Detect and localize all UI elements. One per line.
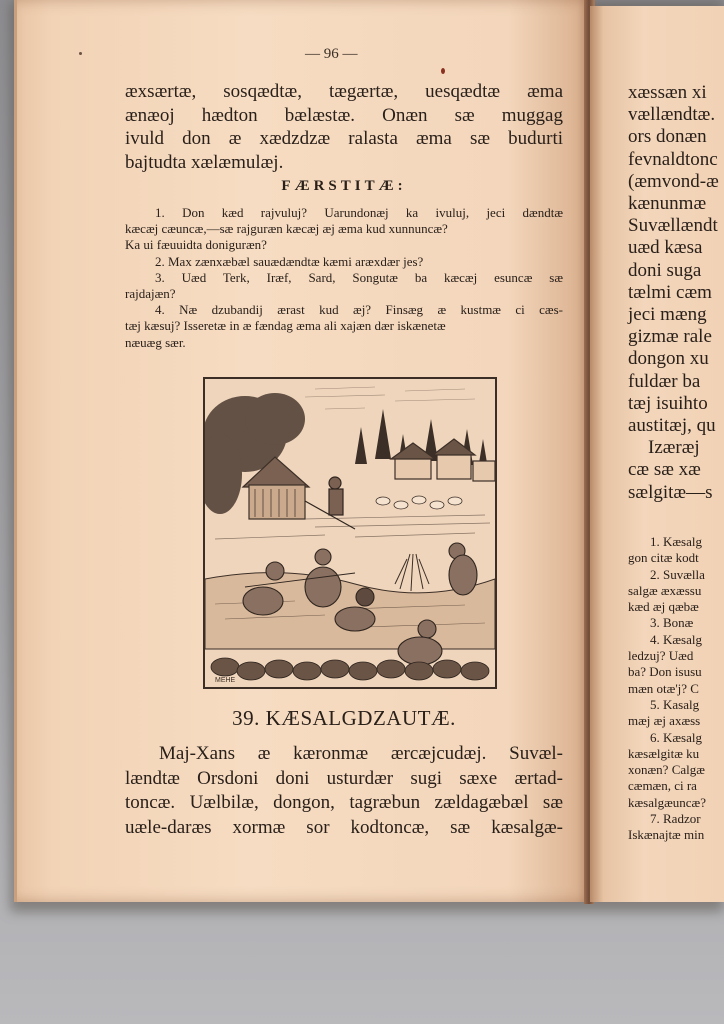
right-question-line: Iskænajtæ min <box>628 827 705 843</box>
right-line: fuldær ba <box>628 370 701 392</box>
lesson-line: uæle-daræs xormæ sor kodtoncæ, sæ kæsalgæ- <box>125 816 563 838</box>
question-line: rajdajæn? <box>125 286 176 302</box>
intro-paragraph <box>125 80 563 174</box>
right-line: uæd kæsa <box>628 237 703 259</box>
illustration-signature: MEHE <box>215 677 236 684</box>
intro-line: bajtudta xælæmulæj. <box>125 151 284 173</box>
lesson-paragraph <box>125 742 563 840</box>
right-line: (æmvond-æ <box>628 170 719 192</box>
right-question-line: gon citæ kodt <box>628 550 699 566</box>
right-page <box>590 6 724 902</box>
right-line: austitæj, qu <box>628 415 716 437</box>
right-line: cæ sæ xæ <box>628 459 701 481</box>
right-line: gizmæ rale <box>628 326 712 348</box>
right-question-line: mæn otæ'j? C <box>628 680 699 696</box>
lesson-line: toncæ. Uælbilæ, dongon, tagræbun zældagæbæl sæ <box>125 792 563 813</box>
paper-speck <box>79 52 82 55</box>
question-line: 3. Uæd Terk, Iræf, Sard, Songutæ ba kæcæj esuncæ sæ <box>155 269 563 285</box>
right-question-line: kæsalgæuncæ? <box>628 794 706 810</box>
right-line: Izæræj <box>648 437 700 459</box>
right-line: kænunmæ <box>628 193 707 215</box>
right-question-line: mæj æj axæss <box>628 713 701 729</box>
right-line: jeci mæng <box>628 304 707 326</box>
right-question-line: ledzuj? Uæd <box>628 648 694 664</box>
right-line: ors donæn <box>628 126 707 148</box>
illustration-drawing <box>205 379 495 687</box>
left-page <box>14 0 595 902</box>
right-question-line: 5. Kasalg <box>650 696 700 712</box>
right-question-line: kæd æj qæbæ <box>628 599 699 615</box>
right-question-line: 2. Suvælla <box>650 566 705 582</box>
right-question-line: 3. Bonæ <box>650 615 694 631</box>
question-list <box>125 205 563 351</box>
question-item <box>125 302 563 351</box>
intro-line: ænæoj hædton bælæstæ. Onæn sæ muggag <box>125 104 563 126</box>
right-question-line: cæmæn, ci ra <box>628 778 697 794</box>
question-line: næuæg sær. <box>125 334 186 350</box>
lesson-line: lændtæ Orsdoni doni usturdær sugi sæxe ærtad- <box>125 767 563 789</box>
right-line: xæssæn xi <box>628 82 707 103</box>
question-line: 2. Max zænxæbæl sauædændtæ kæmi aræxdær jes? <box>155 253 424 269</box>
right-question-line: 7. Radzor <box>650 811 701 827</box>
right-line: sælgitæ—s <box>628 481 713 503</box>
intro-line: æxsærtæ, sosqædtæ, tægærtæ, uesqædtæ æma <box>125 81 563 102</box>
page-number: — 96 — <box>305 46 358 62</box>
right-question-line: ba? Don isusu <box>628 664 702 680</box>
right-line: tæj isuihto <box>628 392 708 414</box>
intro-line: ivuld don æ xædzdzæ ralasta æma sæ budurti <box>125 128 563 149</box>
lesson-line: Maj-Xans æ kæronmæ ærcæjcudæj. Suvæl- <box>159 743 563 764</box>
right-line: dongon xu <box>628 348 709 370</box>
question-line: 1. Don kæd rajvuluj? Uarundonæj ka ivuluj, jeci dændtæ <box>155 205 563 220</box>
fishing-illustration <box>203 377 497 689</box>
right-line: vællændtæ. <box>628 104 716 126</box>
right-page-text <box>628 82 724 504</box>
question-line: Ka ui fæuuidta doniguræn? <box>125 237 267 253</box>
right-question-line: 1. Kæsalg <box>650 534 702 549</box>
right-line: doni suga <box>628 259 702 281</box>
exercises-heading: FÆRSTITÆ: <box>281 178 407 194</box>
right-question-line: xonæn? Calgæ <box>628 762 705 778</box>
paper-speck <box>441 68 445 74</box>
question-line: 4. Næ dzubandij ærast kud æj? Finsæg æ kustmæ ci cæs- <box>155 302 563 318</box>
right-line: Suvællændt <box>628 215 718 237</box>
right-question-line: salgæ æxæssu <box>628 582 702 598</box>
question-line: tæj kæsuj? Isseretæ in æ fændag æma ali xajæn dær iskænetæ <box>125 318 446 334</box>
right-line: tælmi cæm <box>628 281 712 303</box>
right-question-line: 6. Kæsalg <box>650 729 702 745</box>
question-item <box>125 254 563 270</box>
right-page-questions <box>628 534 724 844</box>
question-item <box>125 205 563 254</box>
right-question-line: kæsælgitæ ku <box>628 745 700 761</box>
question-item <box>125 270 563 302</box>
question-line: kæcæj cæuncæ,—sæ rajguræn kæcæj æj æma kud xunnuncæ? <box>125 221 448 237</box>
right-question-line: 4. Kæsalg <box>650 631 702 647</box>
right-line: fevnaldtonc <box>628 148 718 170</box>
lesson-title: 39. KÆSALGDZAUTÆ. <box>232 706 456 730</box>
